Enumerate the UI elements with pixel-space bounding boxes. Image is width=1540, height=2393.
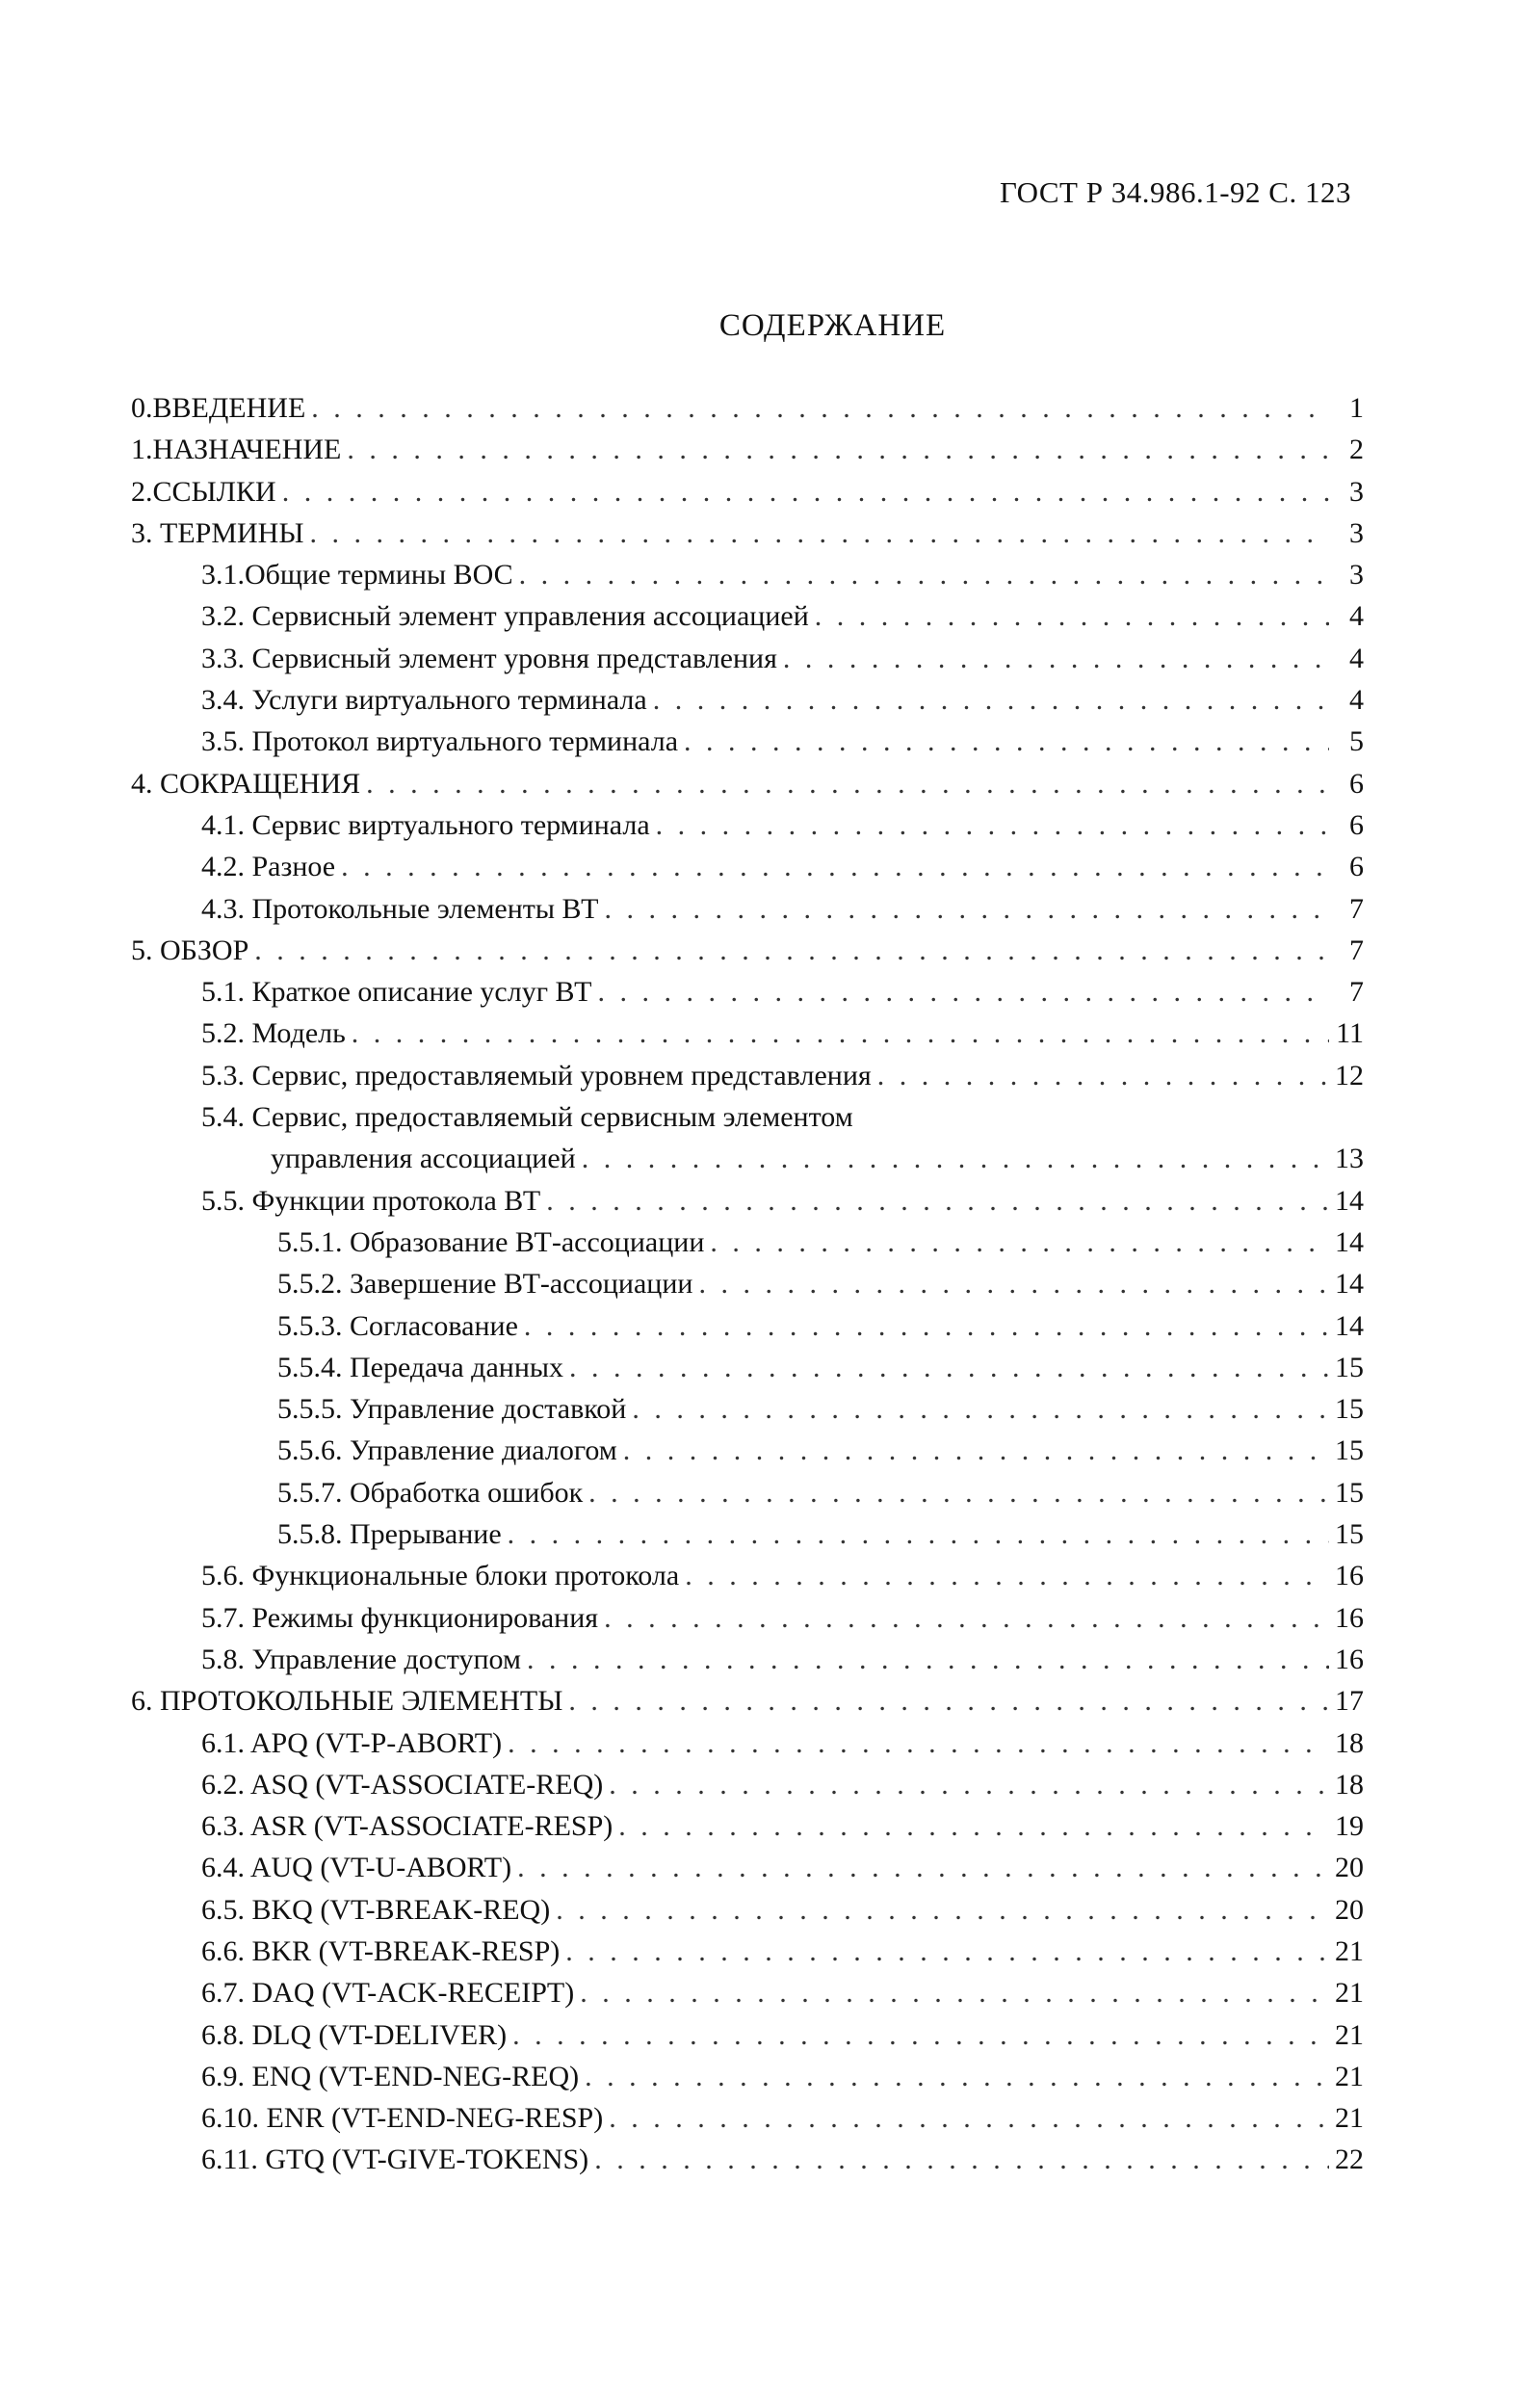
toc-entry-page: 7 <box>1349 976 1364 1009</box>
toc-entry-label: 4.2. Разное <box>201 851 336 883</box>
toc-entry-label: 6.2. ASQ (VT-ASSOCIATE-REQ) <box>201 1768 604 1801</box>
toc-leader-dots <box>582 1138 1329 1179</box>
toc-entry-page: 15 <box>1335 1351 1364 1383</box>
toc-entry-label: 5.7. Режимы функционирования <box>201 1601 599 1634</box>
toc-entry[interactable] <box>131 1639 1364 1680</box>
toc-leader-dots <box>568 1680 1329 1722</box>
toc-entry-page: 22 <box>1335 2143 1364 2176</box>
toc-entry-label: 6. ПРОТОКОЛЬНЫЕ ЭЛЕМЕНТЫ <box>131 1685 563 1718</box>
toc-entry-label: 3.3. Сервисный элемент уровня представления <box>201 642 777 674</box>
toc-entry-label: 5.8. Управление доступом <box>201 1643 521 1675</box>
toc-entry-label: 1.НАЗНАЧЕНИЕ <box>131 434 342 466</box>
toc-entry-page: 11 <box>1336 1017 1364 1050</box>
toc-leader-dots <box>311 387 1329 429</box>
toc-leader-dots <box>656 804 1329 846</box>
toc-entry[interactable] <box>131 888 1364 930</box>
toc-leader-dots <box>352 1012 1329 1054</box>
toc-entry-page: 5 <box>1349 725 1364 758</box>
toc-entry-page: 20 <box>1335 1893 1364 1926</box>
toc-entry-label: 6.10. ENR (VT-END-NEG-RESP) <box>201 2102 604 2135</box>
toc-entry[interactable] <box>131 679 1364 721</box>
toc-entry-label: 6.3. ASR (VT-ASSOCIATE-RESP) <box>201 1810 613 1843</box>
toc-entry-page: 14 <box>1335 1268 1364 1301</box>
toc-leader-dots <box>609 1764 1329 1805</box>
toc-leader-dots <box>282 471 1329 513</box>
toc-entry[interactable] <box>131 2097 1364 2139</box>
toc-entry-page: 21 <box>1335 2018 1364 2051</box>
toc-entry[interactable] <box>131 1388 1364 1430</box>
toc-entry[interactable] <box>131 471 1364 513</box>
toc-entry-page: 16 <box>1335 1643 1364 1675</box>
toc-entry[interactable] <box>131 638 1364 679</box>
toc-leader-dots <box>254 930 1329 971</box>
toc-leader-dots <box>565 1931 1329 1972</box>
toc-entry-page: 17 <box>1335 1685 1364 1718</box>
toc-leader-dots <box>597 971 1329 1012</box>
toc-entry-label: 6.1. APQ (VT-P-ABORT) <box>201 1726 503 1759</box>
toc-entry-label: 5.5.4. Передача данных <box>277 1351 564 1383</box>
toc-entry-label: 6.7. DAQ (VT-ACK-RECEIPT) <box>201 1977 575 2010</box>
toc-entry-label: 6.6. BKR (VT-BREAK-RESP) <box>201 1934 561 1967</box>
toc-entry-page: 21 <box>1335 1934 1364 1967</box>
toc-leader-dots <box>347 429 1329 470</box>
toc-entry-label: 3.1.Общие термины ВОС <box>201 559 513 592</box>
toc-entry-label: 3.2. Сервисный элемент управления ассоциацией <box>201 600 809 633</box>
toc-entry[interactable] <box>131 1722 1364 1764</box>
toc-entry-label: 3. ТЕРМИНЫ <box>131 516 304 549</box>
toc-entry-label: 5. ОБЗОР <box>131 934 249 966</box>
toc-entry-page: 19 <box>1335 1810 1364 1843</box>
toc-leader-dots <box>546 1180 1329 1222</box>
toc-leader-dots <box>588 1472 1329 1513</box>
toc-entry-page: 3 <box>1349 475 1364 508</box>
toc-leader-dots <box>580 1972 1329 2013</box>
toc-entry-label: 5.5.8. Прерывание <box>277 1518 502 1551</box>
toc-entry[interactable] <box>131 1597 1364 1639</box>
toc-leader-dots <box>569 1347 1329 1388</box>
toc-leader-dots <box>604 1597 1329 1639</box>
toc-leader-dots <box>310 513 1329 554</box>
toc-entry-label: 5.1. Краткое описание услуг ВТ <box>201 976 592 1009</box>
toc-entry-label: 5.5.6. Управление диалогом <box>277 1434 617 1467</box>
toc-entry-page: 16 <box>1335 1601 1364 1634</box>
toc-leader-dots <box>508 1513 1329 1555</box>
toc-entry-page: 16 <box>1335 1560 1364 1592</box>
toc-entry-page: 6 <box>1349 808 1364 841</box>
toc-entry[interactable] <box>131 1680 1364 1722</box>
toc-entry-label: 4.1. Сервис виртуального терминала <box>201 808 650 841</box>
toc-leader-dots <box>783 638 1329 679</box>
toc-entry-page: 14 <box>1335 1309 1364 1342</box>
toc-leader-dots <box>556 1889 1329 1931</box>
toc-entry[interactable] <box>131 2056 1364 2097</box>
toc-leader-dots <box>618 1805 1329 1847</box>
toc-entry-page: 4 <box>1349 684 1364 717</box>
toc-leader-dots <box>632 1388 1329 1430</box>
toc-entry-page: 13 <box>1335 1143 1364 1175</box>
toc-entry-label: 6.11. GTQ (VT-GIVE-TOKENS) <box>201 2143 589 2176</box>
toc-entry[interactable] <box>131 387 1364 429</box>
toc-leader-dots <box>684 721 1329 762</box>
toc-entry-page: 15 <box>1335 1393 1364 1426</box>
table-of-contents <box>131 387 1364 2181</box>
toc-entry-page: 7 <box>1349 892 1364 925</box>
toc-entry-page: 2 <box>1349 434 1364 466</box>
toc-entry-label: 5.5. Функции протокола ВТ <box>201 1184 541 1217</box>
toc-leader-dots <box>594 2139 1329 2180</box>
toc-leader-dots <box>517 1847 1329 1888</box>
toc-entry-label: управления ассоциацией <box>271 1143 576 1175</box>
toc-entry[interactable] <box>131 1764 1364 1805</box>
toc-entry-page: 14 <box>1335 1184 1364 1217</box>
toc-entry[interactable] <box>131 1012 1364 1054</box>
toc-entry[interactable] <box>131 2014 1364 2056</box>
toc-leader-dots <box>698 1263 1329 1304</box>
toc-entry-page: 7 <box>1349 934 1364 966</box>
toc-entry[interactable] <box>131 1430 1364 1471</box>
toc-leader-dots <box>512 2014 1329 2056</box>
toc-entry-label: 2.ССЫЛКИ <box>131 475 276 508</box>
toc-entry[interactable] <box>131 1222 1364 1263</box>
toc-entry-label: 5.5.3. Согласование <box>277 1309 518 1342</box>
toc-entry[interactable] <box>131 804 1364 846</box>
toc-entry[interactable] <box>131 1347 1364 1388</box>
toc-entry-label: 6.4. AUQ (VT-U-ABORT) <box>201 1852 512 1884</box>
toc-leader-dots <box>519 554 1329 595</box>
toc-entry[interactable] <box>131 2139 1364 2180</box>
toc-entry[interactable] <box>131 1972 1364 2013</box>
toc-leader-dots <box>685 1555 1329 1596</box>
toc-entry-label: 0.ВВЕДЕНИЕ <box>131 392 306 424</box>
toc-entry-page: 14 <box>1335 1225 1364 1258</box>
toc-entry-page: 4 <box>1349 600 1364 633</box>
toc-title: СОДЕРЖАНИЕ <box>718 308 947 343</box>
toc-entry[interactable] <box>131 930 1364 971</box>
toc-leader-dots <box>527 1639 1329 1680</box>
toc-entry[interactable] <box>131 846 1364 887</box>
toc-leader-dots <box>508 1722 1329 1764</box>
toc-entry[interactable] <box>131 1096 1364 1138</box>
toc-leader-dots <box>341 846 1329 887</box>
toc-entry-label: 3.4. Услуги виртуального терминала <box>201 684 647 717</box>
toc-entry-page: 6 <box>1349 767 1364 800</box>
page-header: ГОСТ Р 34.986.1-92 С. 123 <box>999 175 1351 209</box>
toc-entry-page: 21 <box>1335 2102 1364 2135</box>
toc-entry[interactable] <box>131 1138 1364 1179</box>
toc-entry[interactable] <box>131 1180 1364 1222</box>
toc-entry[interactable] <box>131 554 1364 595</box>
toc-leader-dots <box>585 2056 1329 2097</box>
toc-entry[interactable] <box>131 595 1364 637</box>
toc-entry-label: 5.5.1. Образование ВТ-ассоциации <box>277 1225 705 1258</box>
toc-entry-page: 3 <box>1349 516 1364 549</box>
toc-entry[interactable] <box>131 1847 1364 1888</box>
toc-entry-page: 3 <box>1349 559 1364 592</box>
toc-entry-label: 5.6. Функциональные блоки протокола <box>201 1560 680 1592</box>
toc-entry[interactable] <box>131 513 1364 554</box>
toc-entry[interactable] <box>131 721 1364 762</box>
toc-entry-label: 4.3. Протокольные элементы ВТ <box>201 892 599 925</box>
toc-entry-page: 15 <box>1335 1476 1364 1509</box>
toc-entry[interactable] <box>131 1472 1364 1513</box>
toc-entry-label: 6.8. DLQ (VT-DELIVER) <box>201 2018 508 2051</box>
toc-entry-label: 4. СОКРАЩЕНИЯ <box>131 767 361 800</box>
toc-entry[interactable] <box>131 1513 1364 1555</box>
toc-entry[interactable] <box>131 1931 1364 1972</box>
toc-leader-dots <box>609 2097 1329 2139</box>
toc-leader-dots <box>710 1222 1329 1263</box>
toc-entry-page: 1 <box>1349 392 1364 424</box>
toc-entry-label: 5.4. Сервис, предоставляемый сервисным элементом <box>201 1101 853 1134</box>
toc-leader-dots <box>623 1430 1329 1471</box>
toc-entry-label: 5.5.2. Завершение ВТ-ассоциации <box>277 1268 693 1301</box>
toc-leader-dots <box>815 595 1329 637</box>
toc-entry-page: 18 <box>1335 1726 1364 1759</box>
toc-entry-label: 5.5.7. Обработка ошибок <box>277 1476 584 1509</box>
toc-entry-page: 15 <box>1335 1518 1364 1551</box>
toc-entry[interactable] <box>131 971 1364 1012</box>
toc-entry-label: 5.3. Сервис, предоставляемый уровнем представления <box>201 1059 872 1091</box>
toc-entry[interactable] <box>131 1805 1364 1847</box>
toc-entry-page: 20 <box>1335 1852 1364 1884</box>
toc-leader-dots <box>877 1055 1329 1096</box>
toc-leader-dots <box>366 763 1329 804</box>
toc-entry-label: 5.2. Модель <box>201 1017 346 1050</box>
toc-entry-label: 6.9. ENQ (VT-END-NEG-REQ) <box>201 2060 580 2092</box>
toc-leader-dots <box>605 888 1330 930</box>
toc-entry-page: 15 <box>1335 1434 1364 1467</box>
toc-entry-label: 6.5. BKQ (VT-BREAK-REQ) <box>201 1893 551 1926</box>
toc-entry[interactable] <box>131 1055 1364 1096</box>
toc-entry[interactable] <box>131 1889 1364 1931</box>
toc-entry-label: 5.5.5. Управление доставкой <box>277 1393 627 1426</box>
toc-entry-page: 4 <box>1349 642 1364 674</box>
toc-entry-page: 18 <box>1335 1768 1364 1801</box>
toc-entry[interactable] <box>131 1305 1364 1347</box>
toc-leader-dots <box>524 1305 1329 1347</box>
toc-entry[interactable] <box>131 1555 1364 1596</box>
toc-entry-page: 21 <box>1335 1977 1364 2010</box>
toc-entry-page: 21 <box>1335 2060 1364 2092</box>
toc-entry-page: 6 <box>1349 851 1364 883</box>
toc-entry[interactable] <box>131 429 1364 470</box>
toc-entry[interactable] <box>131 763 1364 804</box>
toc-entry-label: 3.5. Протокол виртуального терминала <box>201 725 679 758</box>
toc-entry[interactable] <box>131 1263 1364 1304</box>
toc-leader-dots <box>653 679 1329 721</box>
toc-entry-page: 12 <box>1335 1059 1364 1091</box>
